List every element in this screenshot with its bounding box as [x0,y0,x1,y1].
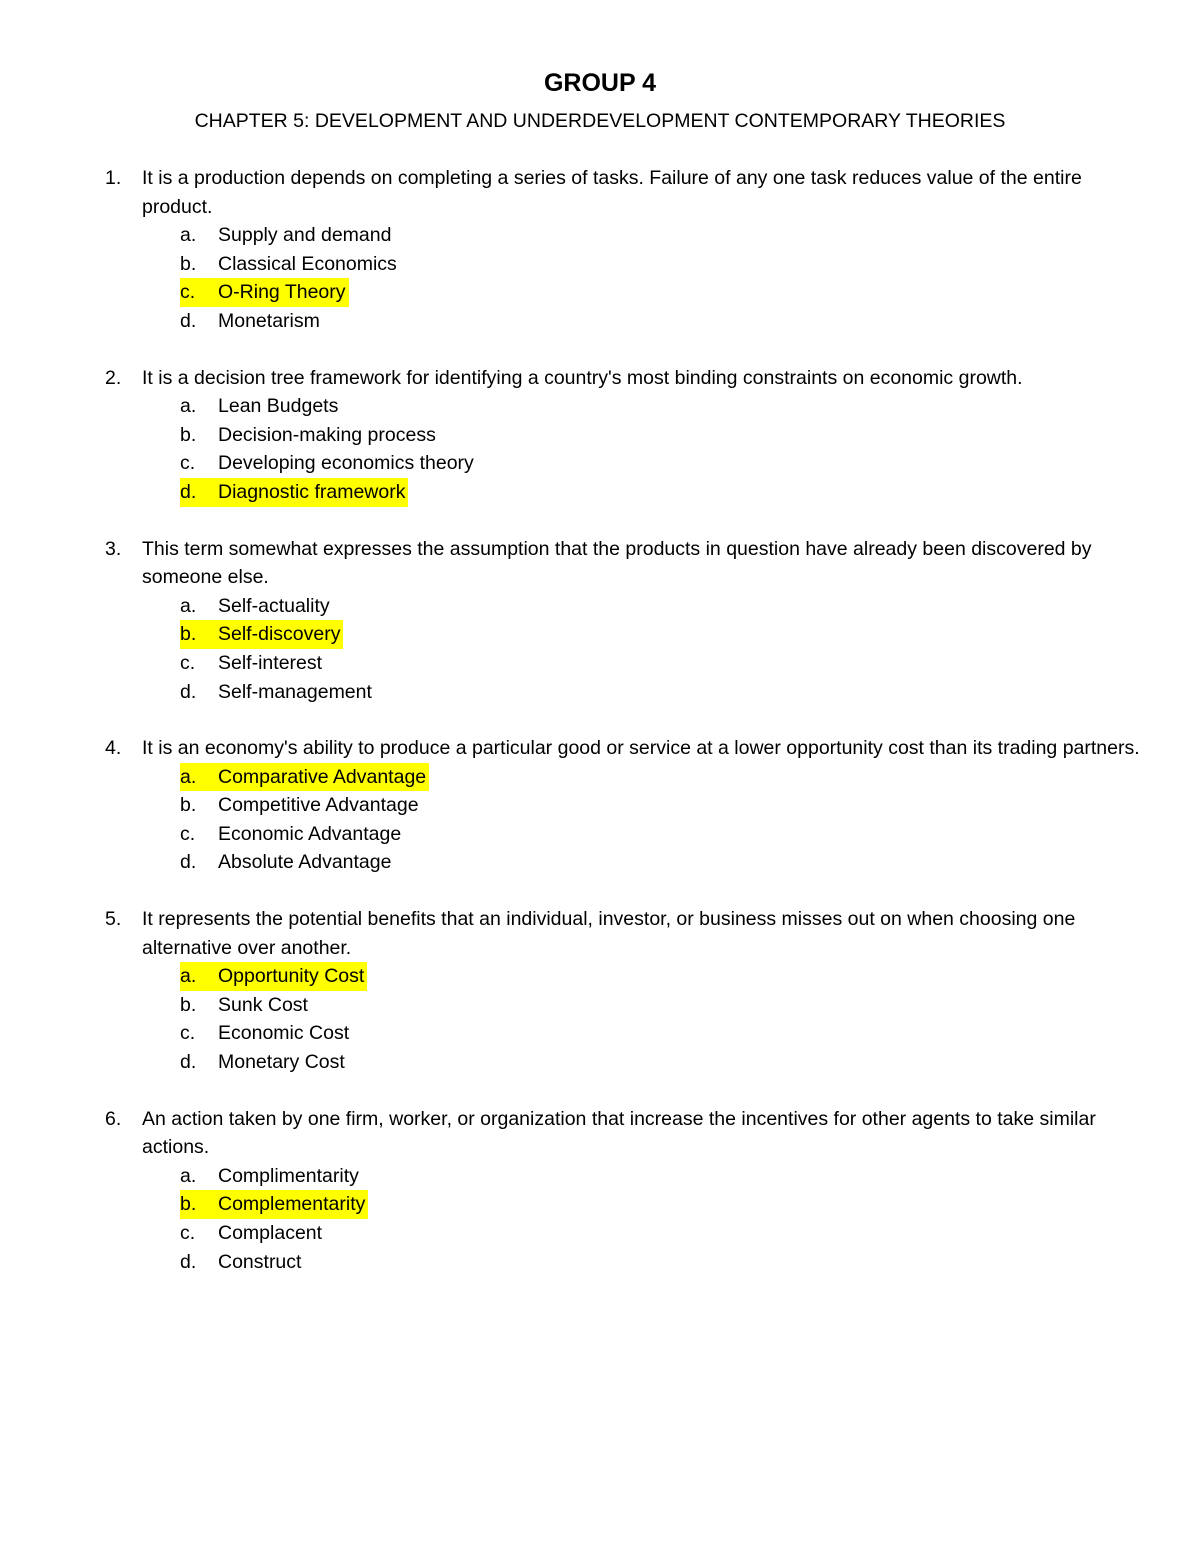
question-text: An action taken by one firm, worker, or organization that increase the incentives for other agents to take similar actions. [142,1107,1096,1159]
option-text: Absolute Advantage [218,851,392,874]
option-letter: d. [180,680,197,703]
option-text: Lean Budgets [218,395,339,418]
question-number: 1. [105,167,122,189]
question-number: 6. [105,1107,122,1130]
option-letter: b. [180,623,197,646]
option-text: Sunk Cost [218,993,308,1016]
question-6 [0,1105,1200,1277]
option-letter: c. [180,1022,196,1045]
option-d [0,307,1200,336]
option-text: Developing economics theory [218,452,474,475]
question-3 [0,535,1200,707]
option-letter: c. [180,281,196,304]
question-number: 3. [105,537,122,560]
option-a [0,221,1200,250]
option-text: Monetarism [218,309,320,332]
question-5 [0,905,1200,1077]
option-letter: b. [180,794,197,817]
option-letter: a. [180,965,197,988]
question-text: It is a decision tree framework for identifying a country's most binding constraints on economic growth. [142,366,1023,389]
option-a [0,392,1200,421]
question-number: 5. [105,908,122,931]
option-text: Complimentarity [218,1164,359,1187]
option-c [0,1019,1200,1048]
option-list [0,392,1200,506]
option-text: Self-management [218,680,372,703]
option-text: Self-actuality [218,594,330,617]
option-c [0,649,1200,678]
option-a [0,1162,1200,1191]
option-text: Comparative Advantage [218,765,427,788]
question-text: It represents the potential benefits that an individual, investor, or business misses out on when choosing one alternative over another. [142,908,1076,959]
option-d [0,678,1200,707]
question-2 [0,364,1200,507]
option-letter: a. [180,1164,197,1187]
question-number: 2. [105,366,122,389]
option-letter: c. [180,822,196,845]
option-c [0,278,1200,307]
question-text: This term somewhat expresses the assumption that the products in question have already been discovered by someone else. [142,537,1092,589]
option-letter: a. [180,224,197,247]
option-letter: c. [180,651,196,674]
option-letter: b. [180,993,197,1016]
question-text: It is an economy's ability to produce a particular good or service at a lower opportunity cost than its trading partners. [142,737,1140,760]
option-letter: c. [180,1222,196,1244]
question-number: 4. [105,737,122,760]
option-a [0,763,1200,792]
option-text: Economic Advantage [218,822,402,845]
option-a [0,962,1200,991]
question-4 [0,734,1200,877]
option-c [0,449,1200,478]
option-d [0,478,1200,507]
option-letter: d. [180,1250,197,1273]
question-text: It is a production depends on completing a series of tasks. Failure of any one task reduces value of the entire product. [142,167,1082,218]
chapter-subtitle: CHAPTER 5: DEVELOPMENT AND UNDERDEVELOPMENT CONTEMPORARY THEORIES [194,110,1006,132]
option-text: Complementarity [218,1193,366,1216]
option-letter: d. [180,1051,197,1074]
option-b [0,421,1200,450]
option-letter: b. [180,1193,197,1216]
option-text: Construct [218,1250,302,1273]
option-text: Supply and demand [218,224,392,247]
option-letter: a. [180,395,197,418]
option-d [0,848,1200,877]
option-letter: b. [180,252,197,275]
option-b [0,1190,1200,1219]
option-list [0,592,1200,706]
option-list [0,221,1200,335]
option-list [0,1162,1200,1276]
option-text: Self-discovery [218,623,341,646]
option-list [0,962,1200,1076]
option-text: Complacent [218,1222,323,1244]
option-letter: d. [180,309,197,332]
question-1 [0,164,1200,336]
option-b [0,791,1200,820]
option-letter: a. [180,594,197,617]
question-list [0,164,1200,1304]
option-text: Diagnostic framework [218,480,406,503]
option-b [0,250,1200,279]
option-text: Opportunity Cost [218,965,365,988]
option-a [0,592,1200,621]
option-text: O-Ring Theory [218,281,346,304]
option-letter: b. [180,423,197,446]
option-letter: d. [180,851,197,874]
document-title: GROUP 4 [543,69,657,97]
option-text: Competitive Advantage [218,794,419,817]
option-c [0,820,1200,849]
option-text: Decision-making process [218,423,436,446]
option-letter: a. [180,765,197,788]
option-d [0,1048,1200,1077]
option-letter: c. [180,452,196,475]
option-text: Monetary Cost [218,1051,345,1074]
option-text: Self-interest [218,651,323,674]
option-d [0,1248,1200,1277]
option-text: Economic Cost [218,1022,350,1045]
option-b [0,620,1200,649]
option-letter: d. [180,480,197,503]
option-list [0,763,1200,877]
option-b [0,991,1200,1020]
option-c [0,1219,1200,1248]
option-text: Classical Economics [218,252,397,275]
